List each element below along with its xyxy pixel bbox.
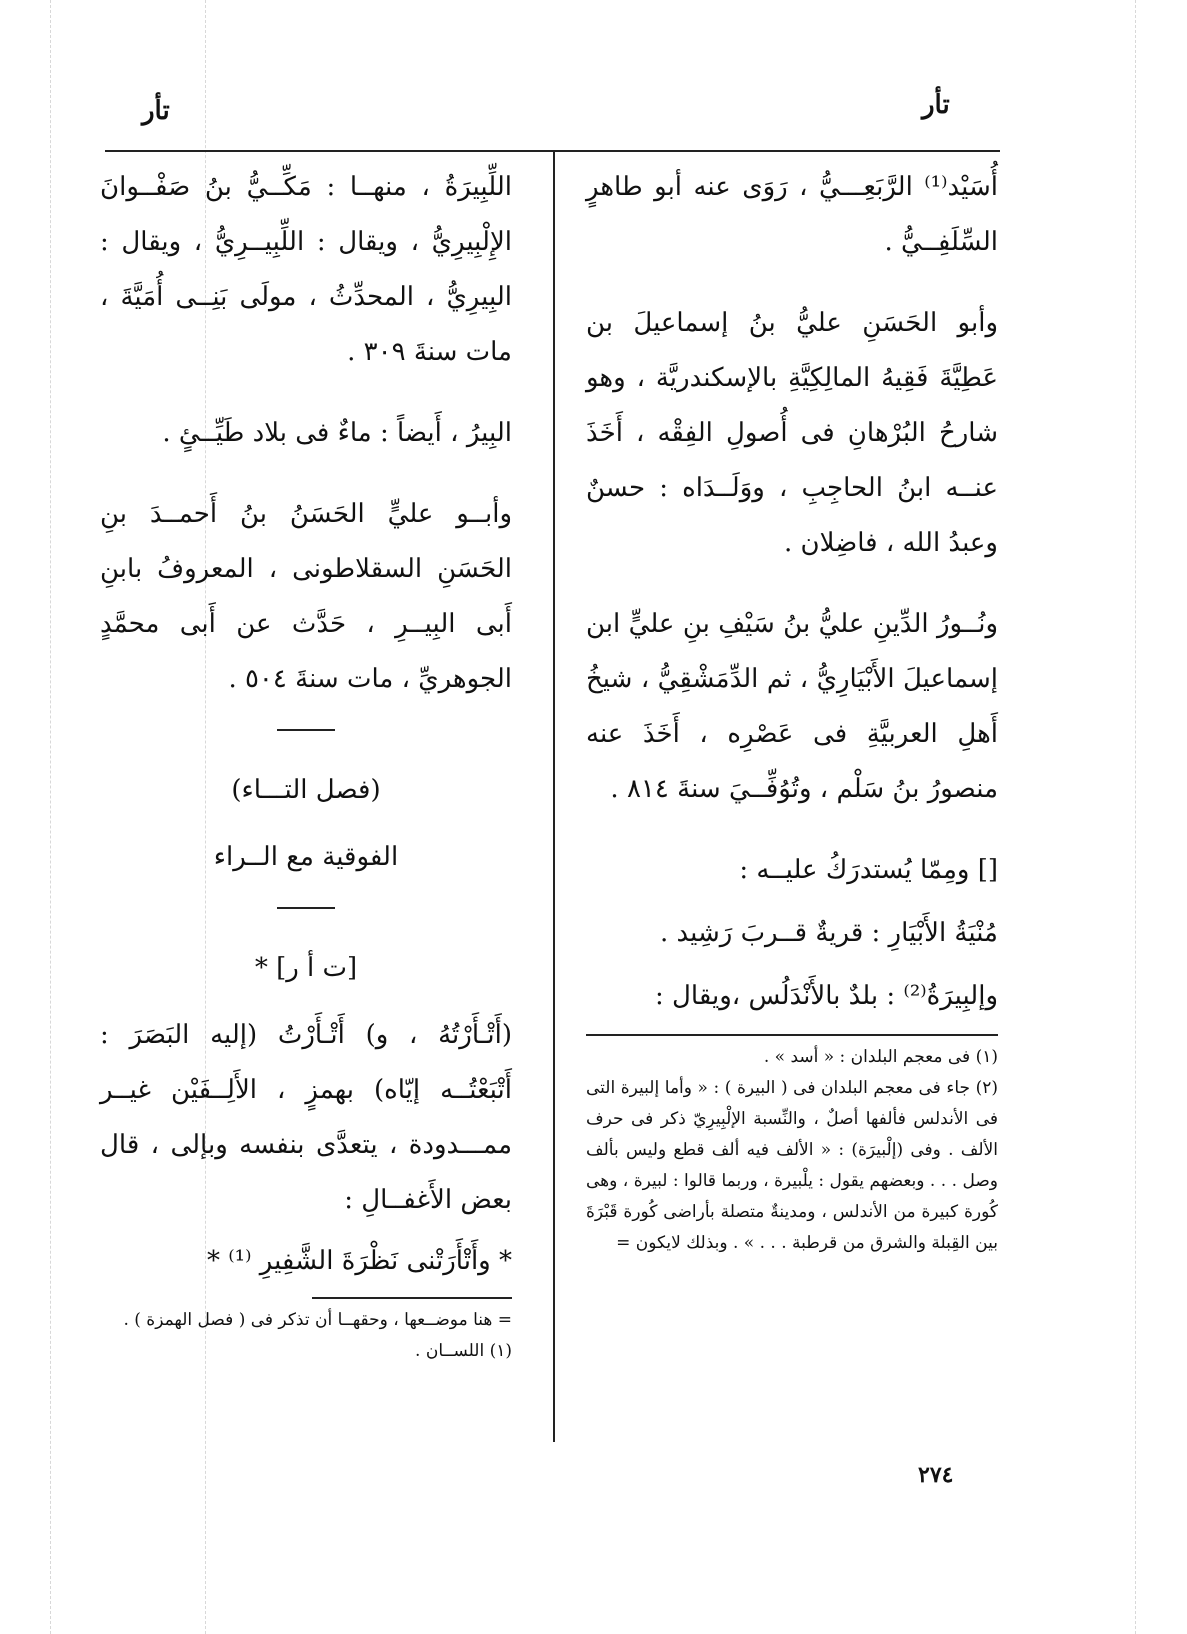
section-subtitle: الفوقية مع الــراء [213,842,399,872]
footnote-rule [586,1034,998,1036]
entry-paragraph: وأبو الحَسَنِ عليُّ بنُ إسماعيلَ بن عَطِيَّةَ فَقِيهُ المالِكِيَّةِ بالإسكندريَّة ، وهو شارحُ البُرْهانِ فى أُصولِ الفِقْه ، أَخَذَ عنــه ابنُ الحاجِبِ ، ووَلَــدَاه : حسنٌ وعبدُ الله ، فاضِلان . [586,308,998,558]
entry-paragraph: وأبــو عليٍّ الحَسَنُ بنُ أَحمــدَ بنِ الحَسَنِ السقلاطونى ، المعروفُ بابنِ أَبى البِيــرِ ، حَدَّث عن أَبى محمَّدٍ الجوهريِّ ، مات سنةَ ٥٠٤ . [100,499,512,694]
footnote: (٢) جاء فى معجم البلدان فى ( البيرة ) : « وأما إلبيرة التى فى الأندلس فألفها أصلٌ ، والنِّسبة الإلْبِيرِيّ ذكر فى حرف الألف . وفى (إلْبيرَة) : « الألف فيه ألف قطع وليس بألف وصل . . . وبعضهم يقول : يلْبيرة ، وربما قالوا : لبيرة ، وهى كُورة كبيرة من الأندلس ، ومدينةٌ متصلة بأراضى كُورة قَبْرَةَ بين القِبلة والشرق من قرطبة . . . » . وبذلك لايكون = [586,1078,998,1253]
root-heading: [ت أ ر] * [254,953,358,983]
entry-paragraph: مُنْيَةُ الأَبْيَارِ : قريةٌ قــربَ رَشِيد . [659,918,998,948]
entry-paragraph: ونُــورُ الدِّينِ عليُّ بنُ سَيْفِ بنِ عليٍّ ابن إسماعيلَ الأَبْيَارِيُّ ، ثم الدِّمَشْقِيُّ ، شيخُ أَهلِ العربيَّةِ فى عَصْرِه ، أَخَذَ عنه منصورُ بنُ سَلْم ، وتُوُفِّــيَ سنةَ ٨١٤ . [586,609,998,804]
running-header-left: تأر [142,96,170,126]
right-column [586,160,998,1259]
footnote: (١) فى معجم البلدان : « أسد » . [763,1047,998,1067]
scan-fold-line [1135,0,1136,1634]
footnote: (١) اللســان . [415,1341,512,1361]
column-divider [553,152,555,1442]
section-separator [277,729,335,731]
entry-paragraph: البِيرُ ، أَيضاً : ماءٌ فى بلاد طَيِّــئٍ . [162,418,512,448]
entry-paragraph: [] ومِمّا يُستدرَكُ عليــه : [739,855,998,885]
running-header-right: تأر [922,90,950,120]
scan-fold-line [50,0,51,1634]
footnote-rule [312,1297,512,1299]
footnote: = هنا موضــعها ، وحقهــا أن تذكر فى ( فصل الهمزة ) . [123,1310,512,1330]
left-column [100,160,512,1367]
verse-line: * وأَتْأَرَتْنى نَظْرَةَ الشَّفِيرِ ⁽¹⁾ * [207,1246,512,1276]
entry-paragraph: أُسَيْد⁽¹⁾ الرَّبَعِـــيُّ ، رَوَى عنه أبو طاهرٍ السِّلَفِــيُّ . [586,172,998,257]
section-title: (فصل التـــاء) [231,775,381,805]
entry-paragraph: وإلبِيرَةُ⁽²⁾ : بلدٌ بالأَنْدَلُس ،ويقال : [655,981,998,1011]
entry-paragraph: (أَتْـأَرْتُهُ ، و) أَتْـأَرْتُ (إليه البَصَرَ : أَتْبَعْتُــه إيّاه) بهمزٍ ، الأَلِــفَيْن غيــر ممـــدودة ، يتعدَّى بنفسه وبإلى ، قال بعض الأَغفــالِ : [100,1020,512,1215]
section-separator [277,907,335,909]
page-number: ٢٧٤ [918,1462,954,1488]
entry-paragraph: اللِّبِيرَةُ ، منهــا : مَكِّــيُّ بنُ صَفْــوانَ الإِلْبِيرِيُّ ، ويقال : اللِّبِيــرِيُّ ، ويقال : البِيرِيُّ ، المحدِّثُ ، مولَى بَنِــى أُمَيَّةَ ، مات سنةَ ٣٠٩ . [100,172,512,367]
